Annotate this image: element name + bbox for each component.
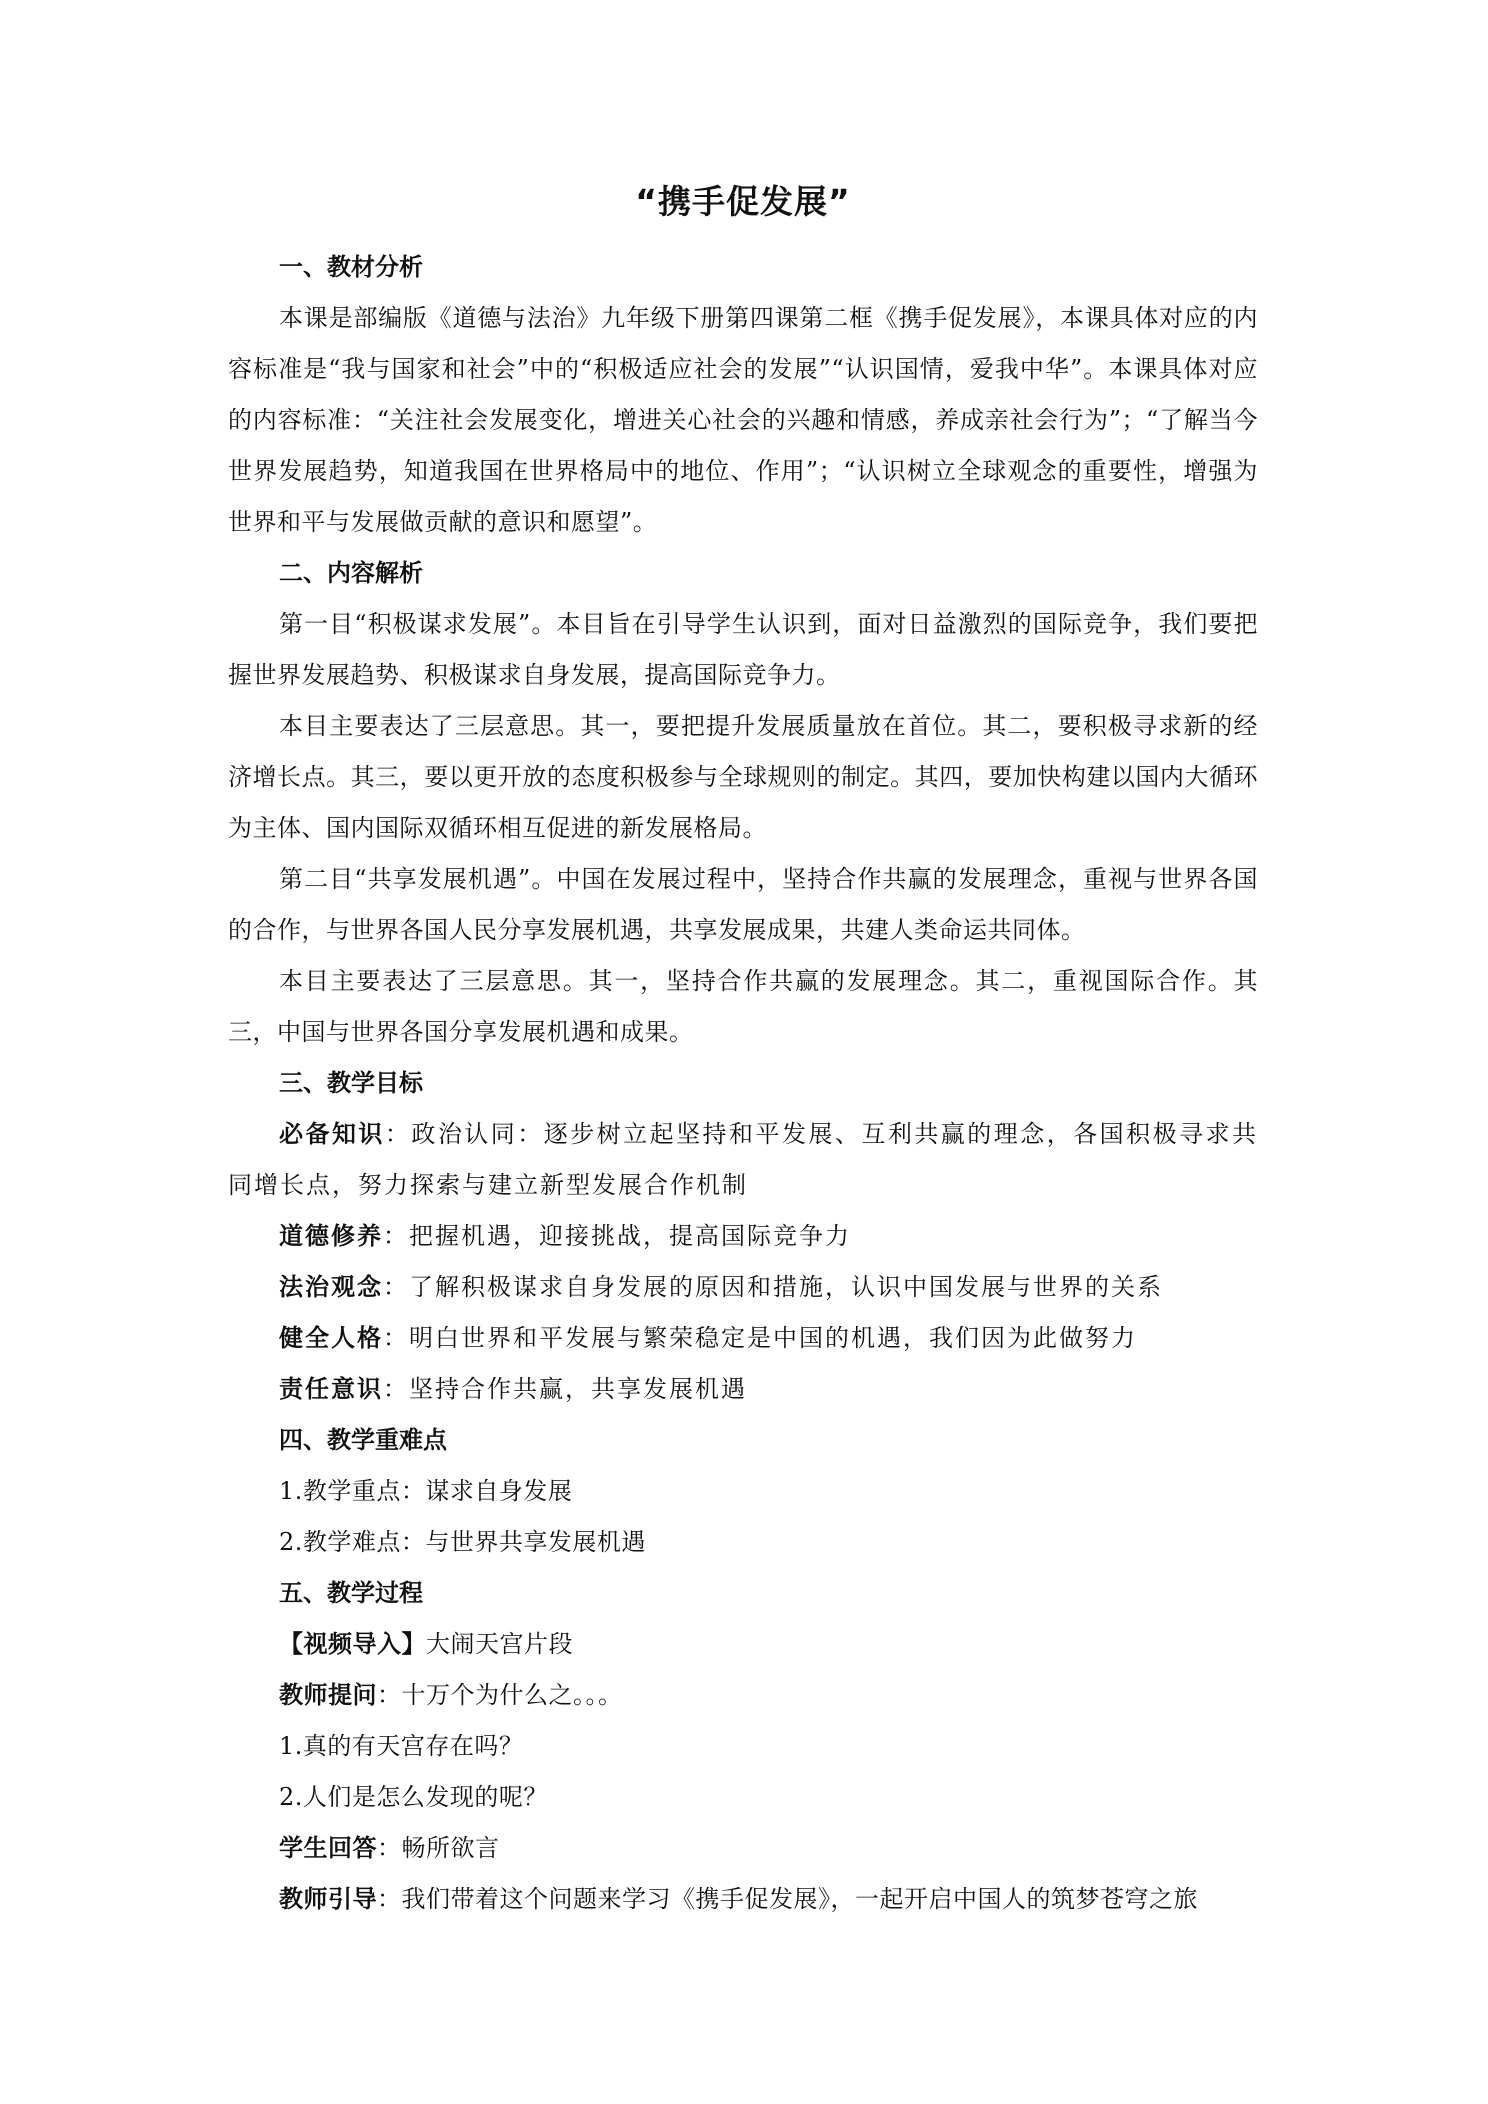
video-intro-text: 大闹天宫片段: [426, 1630, 573, 1658]
goal-text: ：把握机遇，迎接挑战，提高国际竞争力: [383, 1222, 851, 1250]
paragraph-content-4: 本目主要表达了三层意思。其一，坚持合作共赢的发展理念。其二，重视国际合作。其三，中国与世界各国分享发展机遇和成果。: [228, 967, 1258, 1046]
goal-text: ：明白世界和平发展与繁荣稳定是中国的机遇，我们因为此做努力: [383, 1324, 1137, 1352]
teacher-guidance: [228, 1874, 1258, 1925]
section-heading-textbook-analysis: 一、教材分析: [279, 253, 423, 281]
paragraph-content-3: 第二目“共享发展机遇”。中国在发展过程中，坚持合作共赢的发展理念，重视与世界各国的合作，与世界各国人民分享发展机遇，共享发展成果，共建人类命运共同体。: [228, 865, 1258, 944]
goal-item: [228, 1364, 1258, 1415]
goal-text: ：坚持合作共赢，共享发展机遇: [383, 1375, 747, 1403]
student-answer: [228, 1823, 1258, 1874]
goal-item: [228, 1109, 1258, 1211]
video-intro-label: 【视频导入】: [279, 1630, 426, 1658]
goal-item: [228, 1262, 1258, 1313]
page-title: “携手促发展”: [635, 182, 851, 221]
list-item: 1.真的有天宫存在吗？: [279, 1732, 524, 1760]
goal-label: 必备知识: [279, 1120, 385, 1148]
section-heading-content-analysis: 二、内容解析: [279, 559, 423, 587]
section-heading-key-points: 四、教学重难点: [279, 1426, 447, 1454]
paragraph-content-2: 本目主要表达了三层意思。其一，要把提升发展质量放在首位。其二，要积极寻求新的经济增长点。其三，要以更开放的态度积极参与全球规则的制定。其四，要加快构建以国内大循环为主体、国内国际双循环相互促进的新发展格局。: [228, 712, 1258, 842]
section-heading-teaching-goals: 三、教学目标: [279, 1069, 423, 1097]
list-item: 2.教学难点：与世界共享发展机遇: [279, 1528, 646, 1556]
teacher-guidance-text: ：我们带着这个问题来学习《携手促发展》，一起开启中国人的筑梦苍穹之旅: [377, 1885, 1198, 1913]
teacher-guidance-label: 教师引导: [279, 1885, 377, 1913]
goal-label: 责任意识: [279, 1375, 383, 1403]
document-body: [228, 180, 1258, 1925]
teacher-question-label: 教师提问: [279, 1681, 377, 1709]
list-item: 1.教学重点：谋求自身发展: [279, 1477, 573, 1505]
video-intro: [228, 1619, 1258, 1670]
student-answer-text: ：畅所欲言: [377, 1834, 500, 1862]
paragraph-textbook-analysis: 本课是部编版《道德与法治》九年级下册第四课第二框《携手促发展》，本课具体对应的内容标准是“我与国家和社会”中的“积极适应社会的发展”“认识国情，爱我中华”。本课具体对应的内容标准：“关注社会发展变化，增进关心社会的兴趣和情感，养成亲社会行为”；“了解当今世界发展趋势，知道我国在世界格局中的地位、作用”；“认识树立全球观念的重要性，增强为世界和平与发展做贡献的意识和愿望”。: [228, 304, 1258, 536]
goal-label: 健全人格: [279, 1324, 383, 1352]
goal-label: 道德修养: [279, 1222, 383, 1250]
goal-item: [228, 1313, 1258, 1364]
goal-text: ：了解积极谋求自身发展的原因和措施，认识中国发展与世界的关系: [383, 1273, 1163, 1301]
goal-item: [228, 1211, 1258, 1262]
student-answer-label: 学生回答: [279, 1834, 377, 1862]
teacher-question: [228, 1670, 1258, 1721]
teacher-question-text: ：十万个为什么之。。。: [377, 1681, 623, 1709]
goal-label: 法治观念: [279, 1273, 383, 1301]
section-heading-teaching-process: 五、教学过程: [279, 1579, 423, 1607]
goal-text: ：政治认同：逐步树立起坚持和平发展、互利共赢的理念，各国积极寻求共同增长点，努力探索与建立新型发展合作机制: [228, 1120, 1258, 1199]
list-item: 2.人们是怎么发现的呢？: [279, 1783, 548, 1811]
paragraph-content-1: 第一目“积极谋求发展”。本目旨在引导学生认识到，面对日益激烈的国际竞争，我们要把握世界发展趋势、积极谋求自身发展，提高国际竞争力。: [228, 610, 1258, 689]
